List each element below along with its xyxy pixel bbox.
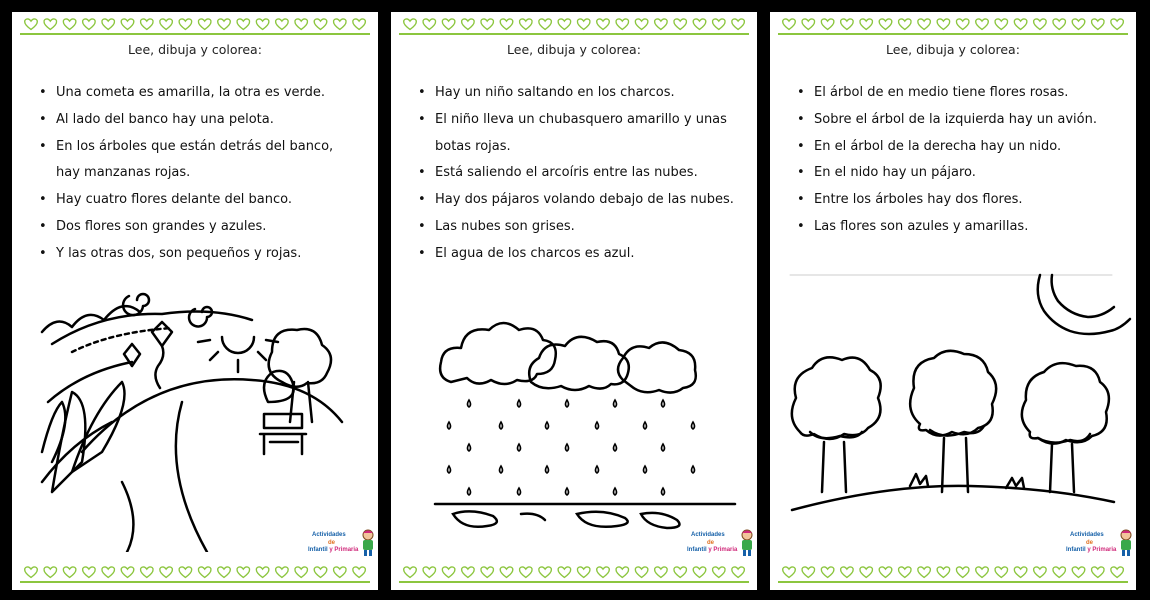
logo-line-3 bbox=[1066, 547, 1116, 553]
logo-word-infantil: Infantil bbox=[687, 547, 707, 553]
instruction-item: • Hay dos pájaros volando debajo de las nubes. bbox=[415, 187, 735, 214]
heart-border-bottom bbox=[20, 564, 370, 586]
heart-border-top bbox=[778, 16, 1128, 38]
logo-line-3 bbox=[308, 547, 358, 553]
instruction-item: • Al lado del banco hay una pelota. bbox=[36, 107, 356, 134]
heart-border-bottom bbox=[778, 564, 1128, 586]
heart-border-bottom bbox=[399, 564, 749, 586]
heart-border-top bbox=[399, 16, 749, 38]
logo-kid-icon bbox=[1118, 529, 1134, 557]
logo-line-1: Actividades bbox=[691, 532, 725, 538]
logo-word-y: y bbox=[1087, 547, 1091, 553]
logo-word-infantil: Infantil bbox=[308, 547, 328, 553]
publisher-logo bbox=[308, 527, 376, 559]
worksheet-3 bbox=[770, 12, 1136, 590]
instruction-list bbox=[415, 80, 735, 268]
worksheet-title: Lee, dibuja y colorea: bbox=[507, 42, 641, 57]
instruction-item: • En los árboles que están detrás del banco, hay manzanas rojas. bbox=[36, 134, 356, 188]
instruction-item: • El árbol de en medio tiene flores rosas. bbox=[794, 80, 1114, 107]
logo-kid-icon bbox=[360, 529, 376, 557]
instruction-item: • El niño lleva un chubasquero amarillo y unas botas rojas. bbox=[415, 107, 735, 161]
instruction-item: • Está saliendo el arcoíris entre las nubes. bbox=[415, 160, 735, 187]
logo-word-primaria: Primaria bbox=[1092, 547, 1117, 553]
instruction-item: • Hay un niño saltando en los charcos. bbox=[415, 80, 735, 107]
instruction-item: • Las flores son azules y amarillas. bbox=[794, 214, 1114, 241]
instruction-item: • Las nubes son grises. bbox=[415, 214, 735, 241]
logo-word-primaria: Primaria bbox=[713, 547, 738, 553]
logo-word-y: y bbox=[329, 547, 333, 553]
logo-line-1: Actividades bbox=[1070, 532, 1104, 538]
logo-line-2: de bbox=[328, 540, 336, 546]
park-scene-drawing bbox=[12, 252, 378, 552]
instruction-item: • Dos flores son grandes y azules. bbox=[36, 214, 356, 241]
publisher-logo bbox=[687, 527, 755, 559]
worksheet-title: Lee, dibuja y colorea: bbox=[886, 42, 1020, 57]
instruction-list bbox=[794, 80, 1114, 241]
logo-line-2: de bbox=[707, 540, 715, 546]
logo-word-primaria: Primaria bbox=[334, 547, 359, 553]
trees-scene-drawing bbox=[770, 252, 1136, 552]
instruction-list bbox=[36, 80, 356, 268]
worksheet-2 bbox=[391, 12, 757, 590]
rain-scene-drawing bbox=[391, 252, 757, 552]
publisher-logo bbox=[1066, 527, 1134, 559]
worksheet-1 bbox=[12, 12, 378, 590]
logo-line-2: de bbox=[1086, 540, 1094, 546]
worksheet-title: Lee, dibuja y colorea: bbox=[128, 42, 262, 57]
instruction-item: • Hay cuatro flores delante del banco. bbox=[36, 187, 356, 214]
logo-kid-icon bbox=[739, 529, 755, 557]
instruction-item: • El agua de los charcos es azul. bbox=[415, 241, 735, 268]
logo-line-1: Actividades bbox=[312, 532, 346, 538]
instruction-item: • En el árbol de la derecha hay un nido. bbox=[794, 134, 1114, 161]
instruction-item: • Una cometa es amarilla, la otra es verde. bbox=[36, 80, 356, 107]
logo-word-infantil: Infantil bbox=[1066, 547, 1086, 553]
instruction-item: • En el nido hay un pájaro. bbox=[794, 160, 1114, 187]
heart-border-top bbox=[20, 16, 370, 38]
instruction-item: • Sobre el árbol de la izquierda hay un avión. bbox=[794, 107, 1114, 134]
instruction-item: • Entre los árboles hay dos flores. bbox=[794, 187, 1114, 214]
instruction-item: • Y las otras dos, son pequeños y rojas. bbox=[36, 241, 356, 268]
logo-word-y: y bbox=[708, 547, 712, 553]
logo-line-3 bbox=[687, 547, 737, 553]
